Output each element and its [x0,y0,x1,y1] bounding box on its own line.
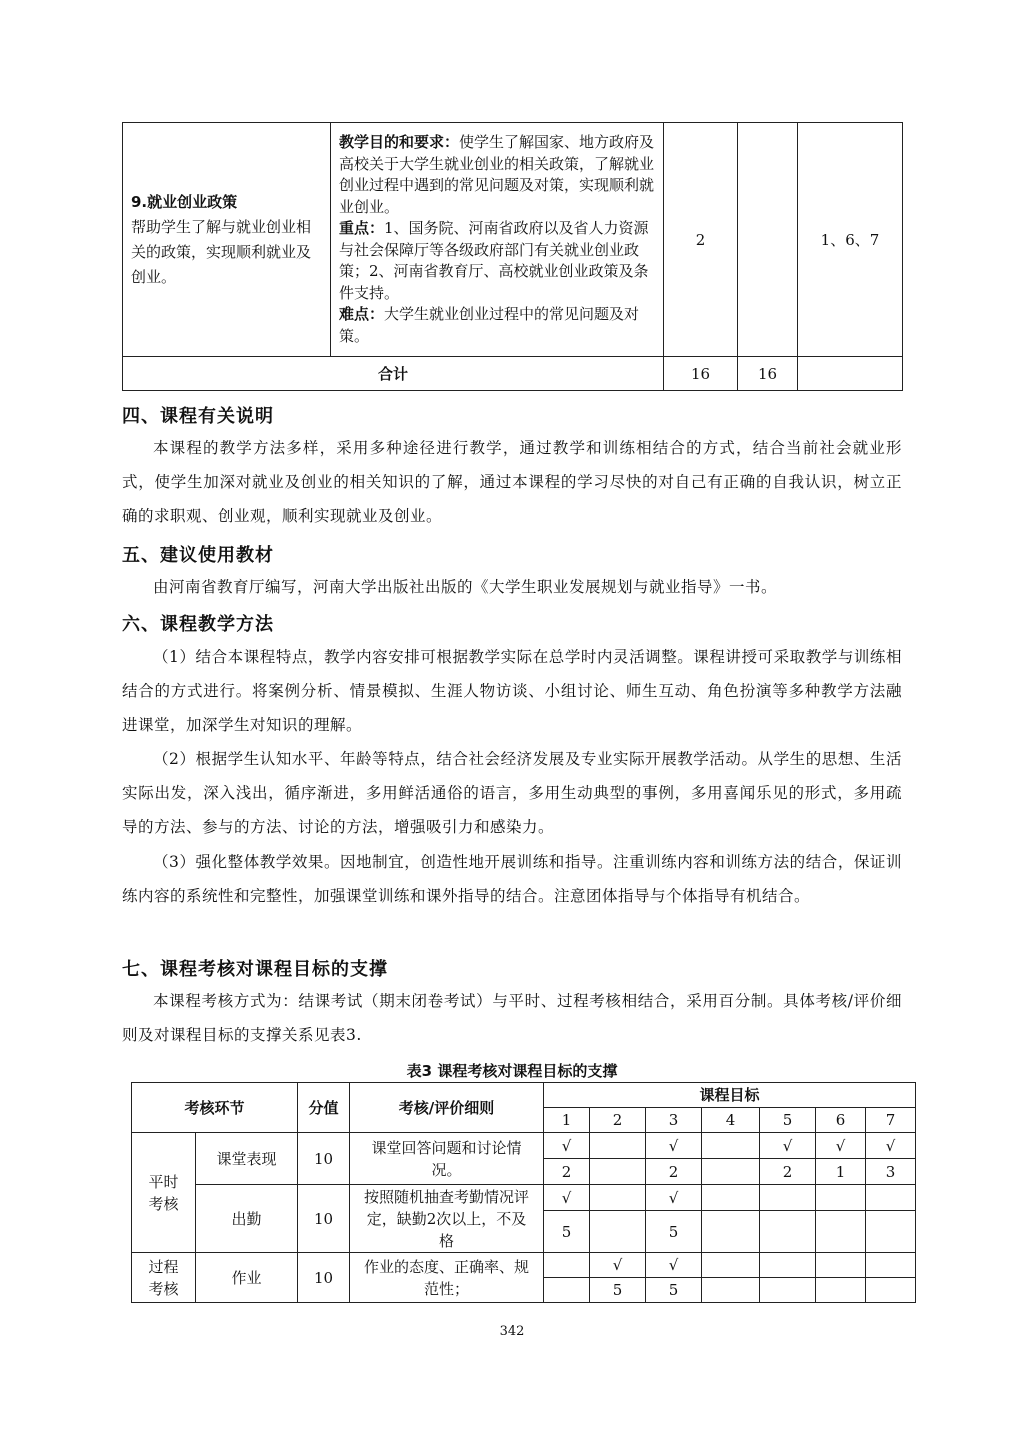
section-heading-5: 五、建议使用教材 [122,545,274,566]
check-mark [590,1185,646,1211]
check-mark: √ [816,1133,866,1159]
weight-value [544,1278,590,1303]
weight-value: 5 [590,1278,646,1303]
section-5-paragraph: 由河南省教育厅编写，河南大学出版社出版的《大学生职业发展规划与就业指导》一书。 [153,578,778,596]
item-name: 课堂表现 [196,1133,298,1185]
weight-value [866,1211,916,1253]
weight-value [590,1159,646,1185]
weight-value [760,1211,816,1253]
check-mark [760,1185,816,1211]
check-mark [866,1253,916,1278]
check-mark [816,1253,866,1278]
table-row [132,1253,916,1278]
check-mark [702,1133,760,1159]
weight-value [702,1159,760,1185]
weight-value [702,1278,760,1303]
practice-hours-cell [738,123,798,357]
check-mark: √ [646,1253,702,1278]
goal-number: 7 [866,1108,916,1133]
key-label: 重点： [339,219,385,237]
check-mark: √ [544,1185,590,1211]
key-text: 1、国务院、河南省政府以及省人力资源与社会保障厅等各级政府部门有关就业创业政策；2、河南省教育厅、高校就业创业政策及条件支持。 [339,219,649,302]
check-mark [702,1185,760,1211]
check-mark [544,1253,590,1278]
unit-description: 帮助学生了解与就业创业相关的政策，实现顺利就业及创业。 [131,217,312,286]
weight-value: 5 [646,1211,702,1253]
section-4-paragraph: 本课程的教学方法多样，采用多种途径进行教学，通过教学和训练相结合的方式，结合当前社会就业形式，使学生加深对就业及创业的相关知识的了解，通过本课程的学习尽快的对自己有正确的自我认识，树立正确的求职观、创业观，顺利实现就业及创业。 [122,439,902,525]
section-7-paragraph: 本课程考核方式为：结课考试（期末闭卷考试）与平时、过程考核相结合，采用百分制。具体考核/评价细则及对课程目标的支撑关系见表3. [122,992,902,1044]
section-6-paragraph-3: （3）强化整体教学效果。因地制宜，创造性地开展训练和指导。注重训练内容和训练方法的结合，保证训练内容的系统性和完整性，加强课堂训练和课外指导的结合。注意团体指导与个体指导有机结合。 [122,853,902,905]
section-6-paragraph-2: （2）根据学生认知水平、年龄等特点，结合社会经济发展及专业实际开展教学活动。从学生的思想、生活实际出发，深入浅出，循序渐进，多用鲜活通俗的语言，多用生动典型的事例，多用喜闻乐见的形式，多用疏导的方法、参与的方法、讨论的方法，增强吸引力和感染力。 [122,750,902,836]
weight-value: 1 [816,1159,866,1185]
item-score: 10 [298,1133,350,1185]
weight-value: 3 [866,1159,916,1185]
check-mark: √ [760,1133,816,1159]
group-pingshi: 平时考核 [132,1133,196,1253]
course-content-table [122,122,903,391]
weight-value [866,1278,916,1303]
section-heading-4: 四、课程有关说明 [122,406,274,427]
item-score: 10 [298,1253,350,1303]
table-row [132,1185,916,1211]
goal-number: 4 [702,1108,760,1133]
total-row [123,357,903,391]
header-score: 分值 [298,1083,350,1133]
weight-value [816,1211,866,1253]
check-mark: √ [646,1133,702,1159]
page-number: 342 [499,1324,525,1339]
check-mark [590,1133,646,1159]
weight-value: 5 [544,1211,590,1253]
check-mark [760,1253,816,1278]
check-mark [816,1185,866,1211]
group-guocheng: 过程考核 [132,1253,196,1303]
hours-cell: 2 [664,123,738,357]
total-label: 合计 [123,357,664,391]
header-stage: 考核环节 [132,1083,298,1133]
weight-value [760,1278,816,1303]
difficulty-label: 难点： [339,305,385,323]
check-mark: √ [866,1133,916,1159]
table-row [132,1133,916,1159]
weight-value: 2 [646,1159,702,1185]
item-detail: 课堂回答问题和讨论情况。 [350,1133,544,1185]
total-practice: 16 [738,357,798,391]
unit-title: 9.就业创业政策 [131,192,238,211]
goal-number: 6 [816,1108,866,1133]
item-detail: 按照随机抽查考勤情况评定，缺勤2次以上，不及格 [350,1185,544,1253]
check-mark [866,1185,916,1211]
aims-label: 教学目的和要求： [339,133,460,151]
section-6-paragraph-1: （1）结合本课程特点，教学内容安排可根据教学实际在总学时内灵活调整。课程讲授可采取教学与训练相结合的方式进行。将案例分析、情景模拟、生涯人物访谈、小组讨论、师生互动、角色扮演等多种教学方法融进课堂，加深学生对知识的理解。 [122,648,902,734]
goal-number: 5 [760,1108,816,1133]
unit-requirements-cell [331,123,664,357]
check-mark: √ [590,1253,646,1278]
check-mark: √ [544,1133,590,1159]
weight-value [702,1211,760,1253]
check-mark [702,1253,760,1278]
assessment-table [131,1082,916,1303]
item-score: 10 [298,1185,350,1253]
table-row [123,123,903,357]
goal-number: 2 [590,1108,646,1133]
unit-cell [123,123,331,357]
total-hours: 16 [664,357,738,391]
section-heading-6: 六、课程教学方法 [122,614,274,635]
item-name: 出勤 [196,1185,298,1253]
header-goals: 课程目标 [544,1083,916,1108]
table-caption: 表3 课程考核对课程目标的支撑 [406,1062,618,1080]
weight-value: 2 [760,1159,816,1185]
section-heading-7: 七、课程考核对课程目标的支撑 [122,959,388,980]
item-detail: 作业的态度、正确率、规范性； [350,1253,544,1303]
weight-value: 5 [646,1278,702,1303]
goals-cell: 1、6、7 [798,123,903,357]
goal-number: 1 [544,1108,590,1133]
check-mark: √ [646,1185,702,1211]
weight-value [816,1278,866,1303]
aims-text: 使学生了解国家、地方政府及高校关于大学生就业创业的相关政策，了解就业创业过程中遇到的常见问题及对策，实现顺利就业创业。 [339,133,655,216]
item-name: 作业 [196,1253,298,1303]
total-goals [798,357,903,391]
weight-value: 2 [544,1159,590,1185]
header-detail: 考核/评价细则 [350,1083,544,1133]
weight-value [590,1211,646,1253]
goal-number: 3 [646,1108,702,1133]
difficulty-text: 大学生就业创业过程中的常见问题及对策。 [339,305,640,345]
